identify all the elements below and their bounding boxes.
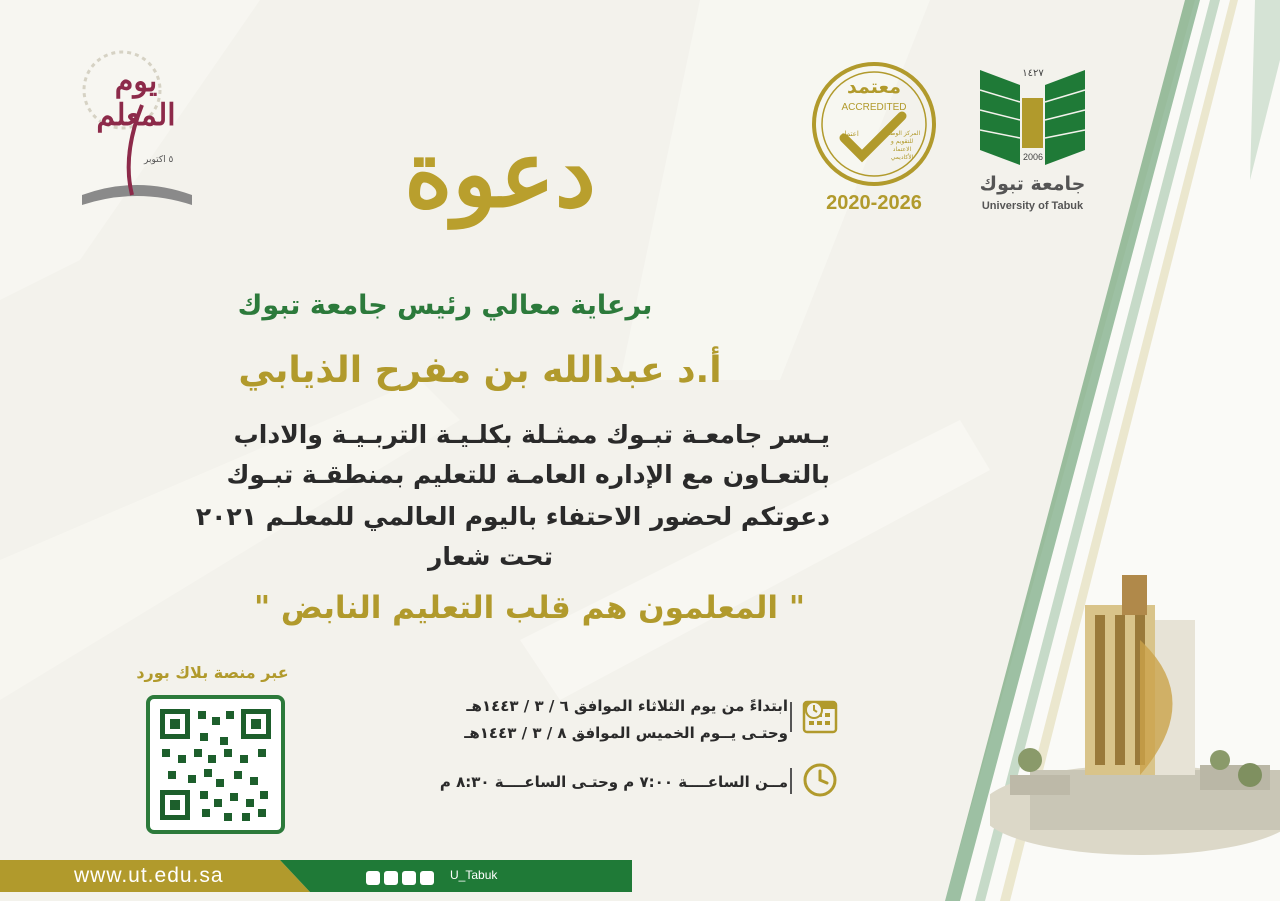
time-range: مــن الساعــــة ٧:٠٠ م وحتـى الساعــــة ٨:٣٠ م — [439, 773, 788, 791]
social-icons — [362, 867, 434, 885]
slogan: " المعلمون هم قلب التعليم النابض " — [253, 590, 805, 626]
invitation-line: تحت شعار — [427, 542, 553, 571]
university-name-en: University of Tabuk — [981, 200, 1084, 212]
campus-building-image — [990, 560, 1280, 860]
snapchat-icon[interactable] — [384, 871, 398, 885]
date-to: وحتـى يــوم الخميس الموافق ٨ / ٣ / ١٤٤٣هـ — [464, 724, 788, 742]
youtube-icon[interactable] — [402, 871, 416, 885]
invitation-line: دعوتكم لحضور الاحتفاء باليوم العالمي للمعلـم ٢٠٢١ — [195, 502, 830, 531]
invitation-line: يـسر جامعـة تبـوك ممثـلة بكلـيـة التربـيـة والاداب — [233, 420, 830, 449]
accredited-small-text: المركز الوطني للتقويم و الاعتماد الأكاديمي — [883, 130, 921, 161]
platform-label: عبر منصة بلاك بورد — [136, 663, 289, 682]
accredited-seal-word: اعتماد — [841, 130, 859, 138]
president-name: أ.د عبدالله بن مفرح الذيابي — [238, 350, 722, 391]
accredited-arabic: معتمد — [847, 76, 901, 98]
invitation-line: بالتعـاون مع الإداره العامـة للتعليم بمنطقـة تبـوك — [226, 460, 830, 489]
invitation-title: دعوة — [404, 120, 596, 228]
university-logo — [975, 70, 1090, 215]
patron-line: برعاية معالي رئيس جامعة تبوك — [237, 290, 653, 321]
university-hijri-year: ١٤٢٧ — [1022, 68, 1044, 79]
schedule-divider — [790, 702, 792, 732]
qr-code-icon — [150, 699, 281, 830]
instagram-icon[interactable] — [420, 871, 434, 885]
calendar-icon — [802, 698, 838, 734]
qr-code[interactable] — [146, 695, 285, 834]
university-founded: 2006 — [1022, 152, 1044, 162]
twitter-icon[interactable] — [366, 871, 380, 885]
clock-icon — [802, 762, 838, 798]
social-handle[interactable]: U_Tabuk — [450, 868, 498, 882]
accredited-english: ACCREDITED — [841, 102, 907, 113]
accreditation-seal — [810, 60, 938, 220]
accredited-years: 2020-2026 — [826, 192, 922, 214]
teachers-day-date: ٥ اكتوبر — [144, 155, 174, 165]
time-divider — [790, 768, 792, 794]
website-link[interactable]: www.ut.edu.sa — [74, 864, 224, 887]
university-name-ar: جامعة تبوك — [979, 173, 1086, 195]
date-from: ابتداءً من يوم الثلاثاء الموافق ٦ / ٣ / ١٤٤٣هـ — [466, 697, 788, 715]
teachers-day-logo — [72, 35, 202, 210]
teachers-day-title: يوم المعلم — [96, 64, 176, 133]
